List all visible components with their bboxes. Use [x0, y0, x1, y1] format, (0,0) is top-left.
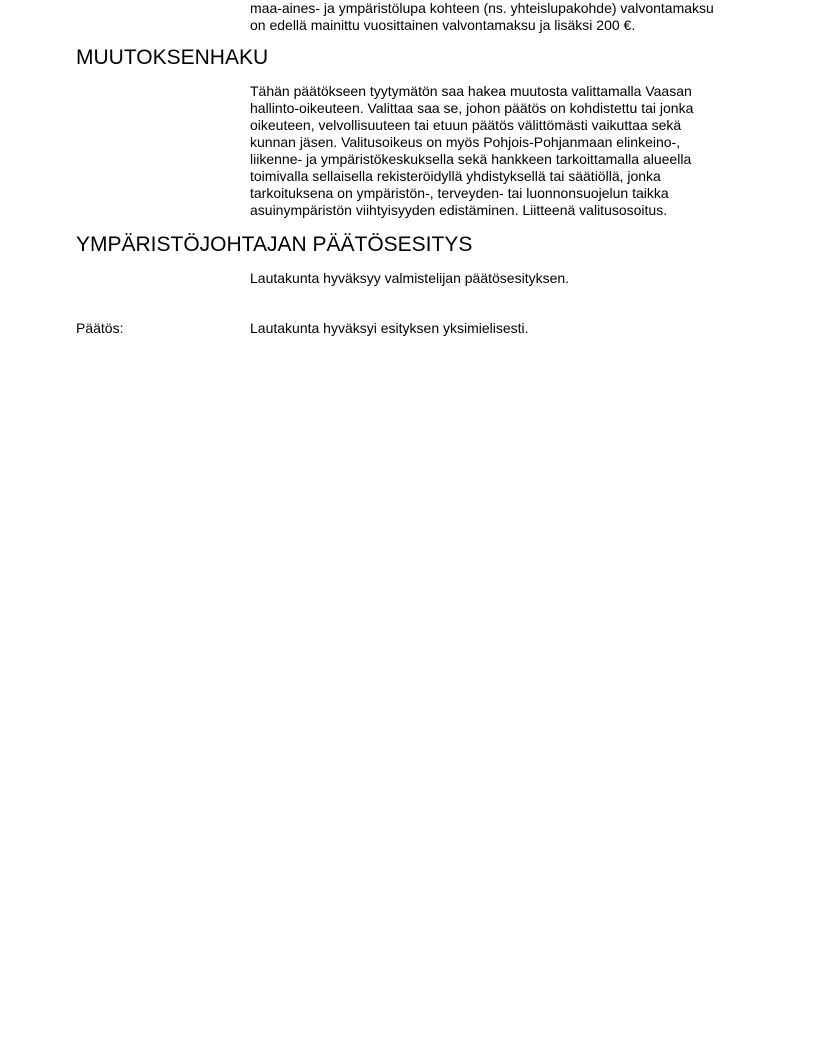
- appeal-line: oikeuteen, velvollisuuteen tai etuun päätös välittömästi vaikuttaa sekä: [250, 117, 682, 133]
- appeal-paragraph: [250, 83, 750, 219]
- appeal-line: Tähän päätökseen tyytymätön saa hakea muutosta valittamalla Vaasan: [250, 83, 692, 99]
- decision-text: Lautakunta hyväksyi esityksen yksimielisesti.: [250, 320, 529, 336]
- proposal-text: Lautakunta hyväksyy valmistelijan päätösesityksen.: [250, 270, 570, 286]
- appeal-line: tarkoituksena on ympäristön-, terveyden- tai luonnonsuojelun taikka: [250, 185, 669, 201]
- intro-paragraph: [250, 0, 750, 34]
- intro-line: on edellä mainittu vuosittainen valvontamaksu ja lisäksi 200 €.: [250, 17, 636, 33]
- appeal-line: hallinto-oikeuteen. Valittaa saa se, johon päätös on kohdistettu tai jonka: [250, 100, 694, 116]
- appeal-line: kunnan jäsen. Valitusoikeus on myös Pohjois-Pohjanmaan elinkeino-,: [250, 134, 681, 150]
- proposal-heading: YMPÄRISTÖJOHTAJAN PÄÄTÖSESITYS: [76, 233, 473, 256]
- appeal-line: liikenne- ja ympäristökeskuksella sekä hankkeen tarkoittamalla alueella: [250, 151, 692, 167]
- appeal-line: toimivalla sellaisella rekisteröidyllä yhdistyksellä tai säätiöllä, jonka: [250, 168, 661, 184]
- appeal-heading: MUUTOKSENHAKU: [76, 46, 269, 69]
- appeal-line: asuinympäristön viihtyisyyden edistäminen. Liitteenä valitusosoitus.: [250, 202, 668, 218]
- decision-label: Päätös:: [76, 320, 124, 336]
- intro-line: maa-aines- ja ympäristölupa kohteen (ns. yhteislupakohde) valvontamaksu: [250, 0, 714, 16]
